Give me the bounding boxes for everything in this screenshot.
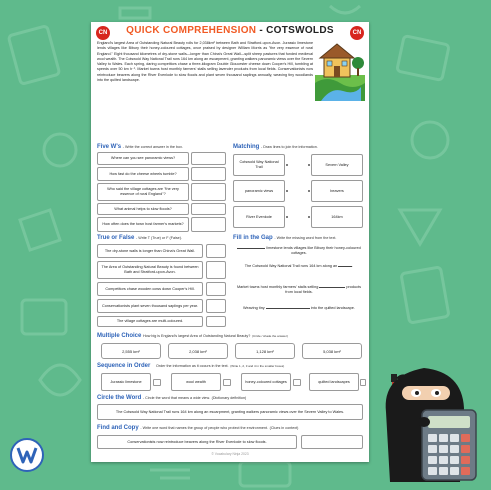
true-false-statement-4: Conservationists plant seven thousand saplings per year. <box>97 299 203 313</box>
match-dot-left-3[interactable] <box>286 216 288 218</box>
true-false-heading: True or False - Write T (True) or F (False). <box>97 235 182 241</box>
five-ws-question-2: How fast do the cheese wheels tumble? <box>97 167 189 181</box>
matching-left-1: Cotswold Way National Trail <box>233 154 285 176</box>
matching-left-3: River Evenlode <box>233 206 285 228</box>
sequence-item-3: honey-coloured cottages <box>241 373 291 391</box>
matching-right-1: Severn Valley <box>311 154 363 176</box>
sequence-item-2: wool wealth <box>171 373 221 391</box>
fill-gap-item-4: Weaving tiny into the quilted landscape. <box>243 306 355 310</box>
reading-passage: England's largest Area of Outstanding Natural Beauty rolls for 2,038km² between Bath and Stratford-upon-Avon. Jurassic limestone lends villages like Bibury their honey-coloured cottages, once praised by designer William Morris as "the very essence of rural England." Eight thousand kilometres of dry-stone walls—longer than China's Great Wall—split sheep pastures that funded medieval wool wealth. The Cotswold Way National Trail runs 164 km along an escarpment, granting walkers panoramic views over the Severn Valley to Wales. Each spring, daring competitors chase a three-kilogram Double Gloucester cheese down Cooper's Hill, tumbling at speeds over 50 km h⁻¹. Market towns host monthly farmers' stalls selling lavender products from local fields. Conservationists now reintroduce beavers along the River Evenlode to slow floods and plant seven thousand saplings annually, weaving tiny woodlands into the quilted landscape. <box>97 41 313 83</box>
multiple-choice-heading: Multiple Choice How big is England's largest Area of Outstanding Natural Beauty? (Circle / shade the answer) <box>97 333 288 339</box>
find-copy-heading: Find and Copy - Write one word that names the group of people who protect the environment. (Clues in context) <box>97 425 299 431</box>
true-false-answer-4[interactable] <box>206 299 226 313</box>
five-ws-heading: Five W's - Write the correct answer in the box. <box>97 144 183 150</box>
circle-word-sentence[interactable]: The Cotswold Way National Trail runs 164 km along an escarpment, granting walkers panoramic views over the Severn Valley to Wales. <box>97 404 363 420</box>
true-false-answer-2[interactable] <box>206 261 226 279</box>
true-false-answer-3[interactable] <box>206 282 226 296</box>
true-false-statement-5: The village cottages are multi-coloured. <box>97 316 203 327</box>
fill-gap-blank-4[interactable] <box>266 308 310 309</box>
worksheet <box>91 22 369 462</box>
sequence-number-box-3[interactable] <box>293 379 301 386</box>
match-dot-right-3[interactable] <box>308 216 310 218</box>
worksheet-title: QUICK COMPREHENSION - COTSWOLDS <box>126 25 334 36</box>
true-false-statement-2: The Area of Outstanding Natural Beauty is found between Bath and Stratford-upon-Avon. <box>97 261 203 279</box>
match-dot-right-2[interactable] <box>308 190 310 192</box>
cn-logo-right: CN <box>350 26 364 40</box>
cn-logo-left: CN <box>96 26 110 40</box>
find-copy-answer-box[interactable] <box>301 435 363 449</box>
sequence-heading: Sequence in Order Order the information as it occurs in the text. (Write 1, 2, 3 and 4 in the smaller boxes) <box>97 363 285 369</box>
fill-gap-blank-3[interactable] <box>319 287 345 288</box>
copyright-footer: © Vocabulary Ninja 2023 <box>211 452 249 456</box>
fill-gap-blank-1[interactable] <box>237 248 265 249</box>
ninja-calculator-icon <box>372 352 484 482</box>
fill-gap-item-2: The Cotswold Way National Trail runs 164 km along an . <box>244 264 354 268</box>
fill-gap-item-1: limestone lends villages like Bibury their honey-coloured cottages. <box>233 246 365 255</box>
sequence-item-4: quilted landscapes <box>309 373 359 391</box>
matching-right-2: beavers <box>311 180 363 202</box>
circle-word-heading: Circle the Word - Circle the word that means a wide view. (Dictionary definition) <box>97 395 247 401</box>
sequence-number-box-1[interactable] <box>153 379 161 386</box>
five-ws-question-4: What animal helps to slow floods? <box>97 203 189 215</box>
true-false-answer-5[interactable] <box>206 316 226 327</box>
multiple-choice-option-1[interactable]: 2,555 km² <box>101 343 161 359</box>
match-dot-left-1[interactable] <box>286 164 288 166</box>
sequence-item-1: Jurassic limestone <box>101 373 151 391</box>
find-copy-sentence: Conservationists now reintroduce beavers along the River Evenlode to slow floods. <box>97 435 297 449</box>
five-ws-question-5: How often does the town host farmer's markets? <box>97 217 189 232</box>
fill-gap-blank-2[interactable] <box>338 266 352 267</box>
true-false-answer-1[interactable] <box>206 244 226 258</box>
multiple-choice-option-3[interactable]: 1,128 km² <box>235 343 295 359</box>
five-ws-question-1: Where can you see panoramic views? <box>97 152 189 165</box>
five-ws-answer-box-1[interactable] <box>191 152 226 165</box>
five-ws-question-3: Who said the village cottages are "the very essence of rural England"? <box>97 183 189 201</box>
sequence-number-box-4[interactable] <box>360 379 366 386</box>
sequence-number-box-2[interactable] <box>223 379 231 386</box>
match-dot-left-2[interactable] <box>286 190 288 192</box>
match-dot-right-1[interactable] <box>308 164 310 166</box>
five-ws-answer-box-4[interactable] <box>191 203 226 215</box>
matching-right-3: 164km <box>311 206 363 228</box>
five-ws-answer-box-2[interactable] <box>191 167 226 181</box>
fill-gap-heading: Fill in the Gap - Write the missing word from the text. <box>233 235 337 241</box>
matching-left-2: panoramic views <box>233 180 285 202</box>
five-ws-answer-box-3[interactable] <box>191 183 226 201</box>
vocabulary-ninja-logo-icon <box>10 438 44 472</box>
multiple-choice-option-2[interactable]: 2,038 km² <box>168 343 228 359</box>
true-false-statement-1: The dry-stone walls is longer than China's Great Wall. <box>97 244 203 258</box>
five-ws-answer-box-5[interactable] <box>191 217 226 232</box>
true-false-statement-3: Competitors chase wooden cows down Cooper's Hill. <box>97 282 203 296</box>
cottage-landscape-icon <box>315 39 365 101</box>
matching-heading: Matching - Draw lines to join the information. <box>233 144 318 150</box>
multiple-choice-option-4[interactable]: 5,038 km² <box>302 343 362 359</box>
fill-gap-item-3: Market towns host monthly farmers' stalls selling products from local fields. <box>236 285 361 294</box>
